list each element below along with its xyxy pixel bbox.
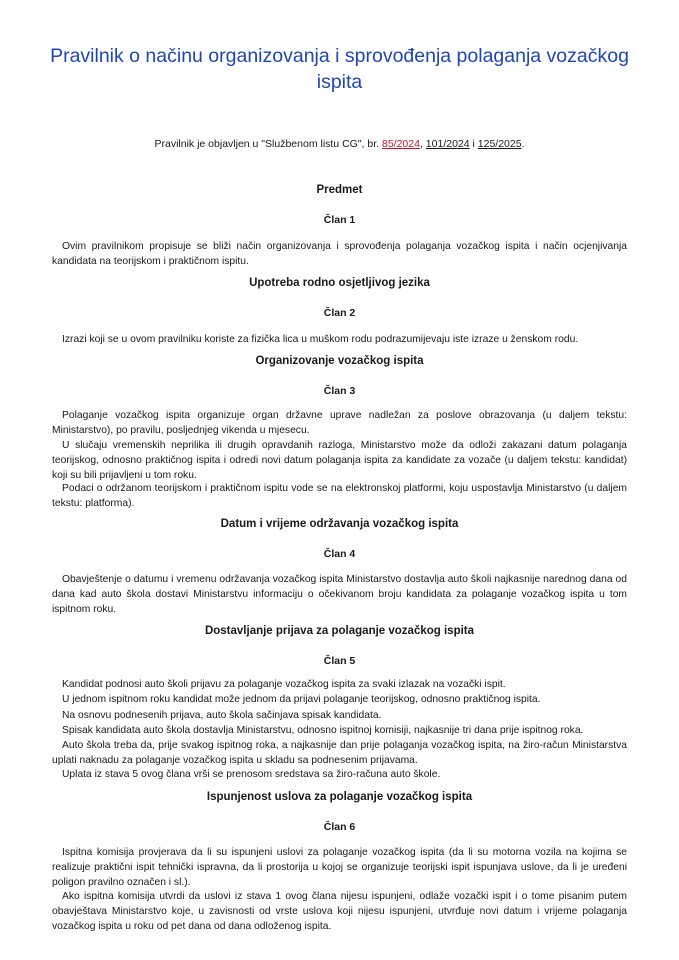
paragraph: Obavještenje o datumu i vremenu održavanja vozačkog ispita Ministarstvo dostavlja auto školi najkasnije narednog dana od dana kad auto škola dostavi Ministarstvu informaciju o očekivanom broju kandidata za polaganje vozačkog ispita u tom ispitnom roku. — [52, 574, 627, 615]
paragraph: Ako ispitna komisija utvrdi da uslovi iz stava 1 ovog člana nijesu ispunjeni, odlaže vozački ispit i o tome pisanim putem obavještava Ministarstvo koje, u zavisnosti od vrste uslova koji nijesu ispunjeni, utvrđuje novi datum i vrijeme polaganja vozačkog ispita u roku od pet dana od dana odloženog ispita. — [52, 891, 627, 932]
paragraph: Polaganje vozačkog ispita organizuje organ državne uprave nadležan za poslove obrazovanja (u daljem tekstu: Ministarstvo), po pravilu, posljednjeg vikenda u mjesecu. — [52, 410, 627, 436]
section-heading: Datum i vrijeme održavanja vozačkog ispita — [220, 518, 459, 530]
document-title: Pravilnik o načinu organizovanja i sprovođenja polaganja vozačkog ispita — [50, 45, 629, 93]
section-heading: Upotreba rodno osjetljivog jezika — [249, 277, 430, 289]
paragraph: Izrazi koji se u ovom pravilniku koriste za fizička lica u muškom rodu podrazumijevaju iste izraze u ženskom rodu. — [62, 334, 579, 345]
paragraph: Kandidat podnosi auto školi prijavu za polaganje vozačkog ispita za svaki izlazak na vozački ispit. — [62, 679, 506, 690]
paragraph: Na osnovu podnesenih prijava, auto škola sačinjava spisak kandidata. — [62, 710, 382, 721]
paragraph: Uplata iz stava 5 ovog člana vrši se prenosom sredstava sa žiro-računa auto škole. — [62, 769, 441, 780]
paragraph: Ispitna komisija provjerava da li su ispunjeni uslovi za polaganje vozačkog ispita (da li su motorna vozila na kojima se realizuje praktični ispit tehnički ispravna, da li prostorija u kojoj se organizuje teorijski ispit ispunjava uslove, da li je uređeni poligon pravilno označen i sl.). — [52, 847, 627, 888]
article-number: Član 3 — [323, 385, 356, 397]
paragraph: Podaci o održanom teorijskom i praktičnom ispitu vode se na elektronskoj platformi, koju uspostavlja Ministarstvo (u daljem tekstu: platforma). — [52, 483, 627, 509]
article-number: Član 4 — [323, 548, 356, 560]
publication-prefix: Pravilnik je objavljen u "Službenom listu CG", br. — [154, 138, 382, 150]
article-number: Član 5 — [323, 655, 356, 667]
gazette-link-1[interactable]: 85/2024 — [381, 138, 420, 150]
paragraph: U jednom ispitnom roku kandidat može jednom da prijavi polaganje teorijskog, odnosno praktičnog ispita. — [62, 694, 541, 705]
publication-sep-2: i — [469, 138, 478, 150]
publication-sep-1: , — [419, 138, 426, 150]
section-heading: Ispunjenost uslova za polaganje vozačkog ispita — [206, 791, 473, 803]
gazette-link-3[interactable]: 125/2025 — [477, 138, 522, 150]
gazette-link-2[interactable]: 101/2024 — [425, 138, 470, 150]
section-heading: Organizovanje vozačkog ispita — [255, 355, 424, 367]
section-heading: Dostavljanje prijava za polaganje vozačkog ispita — [204, 625, 475, 637]
paragraph: Spisak kandidata auto škola dostavlja Ministarstvu, odnosno ispitnoj komisiji, najkasnije tri dana prije ispitnog roka. — [62, 725, 584, 736]
publication-note — [0, 137, 679, 151]
article-number: Član 1 — [323, 214, 356, 226]
paragraph: Ovim pravilnikom propisuje se bliži način organizovanja i sprovođenja polaganja vozačkog ispita i način ocjenjivanja kandidata na teorijskom i praktičnom ispitu. — [52, 241, 627, 267]
paragraph: U slučaju vremenskih neprilika ili drugih opravdanih razloga, Ministarstvo može da odloži zakazani datum polaganja teorijskog, odnosno praktičnog ispita i odredi novi datum polaganja ispita za kandidate za vozače (u daljem tekstu: kandidat) koji su bili prijavljeni u tom roku. — [52, 440, 627, 481]
article-number: Član 6 — [323, 821, 356, 833]
paragraph: Auto škola treba da, prije svakog ispitnog roka, a najkasnije dan prije polaganja vozačkog ispita, na žiro-račun Ministarstva uplati naknadu za polaganje vozačkog ispita u skladu sa podnesenim prijavama. — [52, 740, 627, 766]
publication-suffix: . — [521, 138, 525, 150]
section-heading: Predmet — [316, 184, 363, 196]
article-number: Član 2 — [323, 307, 356, 319]
